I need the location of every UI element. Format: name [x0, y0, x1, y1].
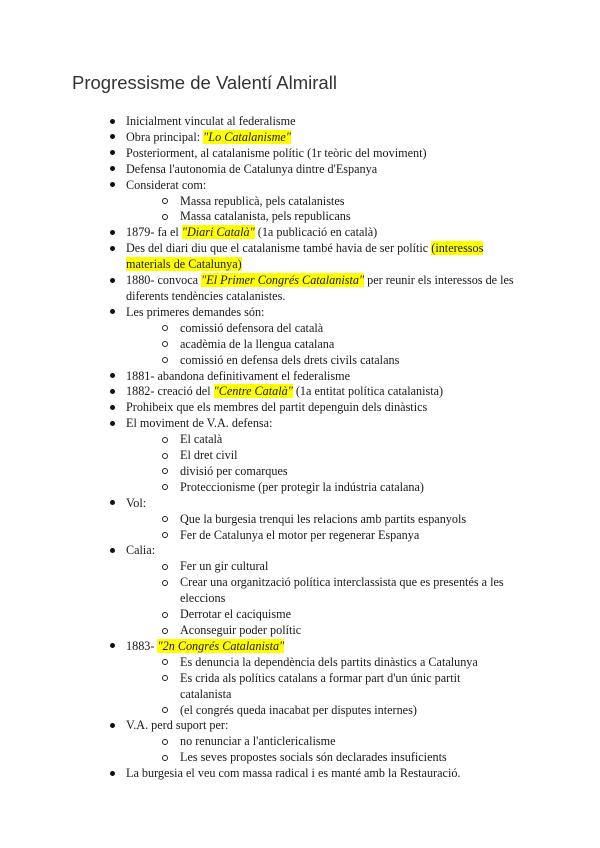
- item-text: El moviment de V.A. defensa:: [126, 416, 273, 431]
- sub-list-item: [0, 623, 600, 639]
- sub-list-item: [0, 528, 600, 544]
- sub-list-item: [0, 353, 600, 369]
- sub-list-item: [0, 655, 600, 671]
- item-text: divisió per comarques: [180, 463, 288, 478]
- item-text: Que la burgesia trenqui les relacions amb partits espanyols: [180, 511, 467, 526]
- sub-list-item: [0, 432, 600, 448]
- item-text: Des del diari diu que el catalanisme també havia de ser polític: [126, 241, 432, 256]
- item-text: per reunir els interessos de les diferents tendències catalanistes.: [126, 273, 514, 303]
- highlighted-text: "Centre Català": [213, 384, 293, 399]
- bullet-icon: [110, 119, 115, 124]
- bullet-icon: [110, 150, 115, 155]
- hollow-bullet-icon: [162, 564, 168, 570]
- list-item: [0, 369, 600, 385]
- highlighted-text: (interessos materials de Catalunya): [126, 241, 484, 272]
- list-item: [0, 225, 600, 241]
- sub-list-item: [0, 671, 600, 703]
- bullet-icon: [110, 246, 115, 251]
- item-text: Es denuncia la dependència dels partits dinàstics a Catalunya: [180, 654, 478, 669]
- hollow-bullet-icon: [162, 325, 168, 331]
- hollow-bullet-icon: [162, 468, 168, 474]
- item-text: (1a entitat política catalanista): [292, 384, 444, 399]
- item-text: Derrotar el caciquisme: [180, 607, 291, 622]
- item-text: Massa republicà, pels catalanistes: [180, 193, 345, 208]
- sub-list-item: [0, 575, 600, 607]
- item-text: Fer de Catalunya el motor per regenerar Espanya: [180, 527, 420, 542]
- item-text: 1882- creació del: [126, 384, 214, 399]
- item-text: Inicialment vinculat al federalisme: [126, 114, 296, 128]
- list-item: [0, 162, 600, 178]
- item-text: 1881- abandona definitivament el federalisme: [126, 368, 351, 383]
- sub-list-item: [0, 512, 600, 528]
- list-item: [0, 766, 600, 782]
- sub-list-item: [0, 750, 600, 766]
- sub-list-item: [0, 321, 600, 337]
- list-item: [0, 400, 600, 416]
- sub-list-item: [0, 209, 600, 225]
- item-text: Massa catalanista, pels republicans: [180, 209, 351, 224]
- bullet-icon: [110, 405, 115, 410]
- highlighted-text: "Diari Català": [181, 225, 255, 240]
- item-text: comissió en defensa dels drets civils catalans: [180, 352, 400, 367]
- sub-list-item: [0, 607, 600, 623]
- hollow-bullet-icon: [162, 341, 168, 347]
- list-item: [0, 114, 600, 130]
- item-text: Les primeres demandes són:: [126, 304, 265, 319]
- bullet-icon: [110, 548, 115, 553]
- item-text: Prohibeix que els membres del partit depenguin dels dinàstics: [126, 400, 428, 415]
- hollow-bullet-icon: [162, 198, 168, 204]
- hollow-bullet-icon: [162, 532, 168, 538]
- hollow-bullet-icon: [162, 675, 168, 681]
- sub-list-item: [0, 734, 600, 750]
- sub-list-item: [0, 464, 600, 480]
- item-text: Considerat com:: [126, 177, 207, 192]
- list-item: [0, 241, 600, 273]
- item-text: 1880- convoca: [126, 273, 202, 288]
- list-item: [0, 146, 600, 162]
- item-text: Les seves propostes socials són declarades insuficients: [180, 750, 447, 765]
- hollow-bullet-icon: [162, 659, 168, 665]
- bullet-icon: [110, 389, 115, 394]
- sub-list-item: [0, 194, 600, 210]
- bullet-icon: [110, 182, 115, 187]
- item-text: no renunciar a l'anticlericalisme: [180, 734, 336, 749]
- list-item: [0, 384, 600, 400]
- list-item: [0, 178, 600, 194]
- bullet-icon: [110, 421, 115, 426]
- item-text: 1883-: [126, 638, 158, 653]
- bullet-list: [0, 114, 600, 782]
- list-item: [0, 718, 600, 734]
- hollow-bullet-icon: [162, 484, 168, 490]
- bullet-icon: [110, 166, 115, 171]
- item-text: Crear una organització política interclassista que es presentés a les eleccions: [180, 575, 504, 606]
- hollow-bullet-icon: [162, 612, 168, 618]
- hollow-bullet-icon: [162, 580, 168, 586]
- hollow-bullet-icon: [162, 739, 168, 745]
- document-title: Progressisme de Valentí Almirall: [72, 72, 337, 93]
- item-text: acadèmia de la llengua catalana: [180, 336, 335, 351]
- sub-list-item: [0, 559, 600, 575]
- bullet-icon: [110, 643, 115, 648]
- bullet-icon: [110, 500, 115, 505]
- hollow-bullet-icon: [162, 214, 168, 220]
- list-item: [0, 416, 600, 432]
- item-text: Aconseguir poder polític: [180, 623, 302, 637]
- list-item: [0, 496, 600, 512]
- sub-list-item: [0, 703, 600, 719]
- highlighted-text: "Lo Catalanisme": [203, 129, 291, 144]
- item-text: Vol:: [126, 495, 147, 510]
- item-text: Obra principal:: [126, 129, 204, 144]
- item-text: El català: [180, 432, 223, 447]
- item-text: La burgesia el veu com massa radical i es manté amb la Restauració.: [126, 766, 461, 781]
- sub-list-item: [0, 480, 600, 496]
- bullet-icon: [110, 134, 115, 139]
- item-text: (1a publicació en català): [254, 225, 378, 240]
- item-text: (el congrés queda inacabat per disputes internes): [180, 702, 417, 717]
- bullet-icon: [110, 723, 115, 728]
- sub-list-item: [0, 448, 600, 464]
- item-text: 1879- fa el: [126, 225, 182, 240]
- hollow-bullet-icon: [162, 628, 168, 634]
- item-text: Fer un gir cultural: [180, 559, 269, 574]
- hollow-bullet-icon: [162, 453, 168, 459]
- item-text: Posteriorment, al catalanisme polític (1r teòric del moviment): [126, 145, 427, 160]
- list-item: [0, 273, 600, 305]
- item-text: El dret civil: [180, 448, 238, 463]
- bullet-icon: [110, 278, 115, 283]
- item-text: Es crida als polítics catalans a formar part d'un únic partit catalanista: [180, 670, 461, 701]
- hollow-bullet-icon: [162, 516, 168, 522]
- list-item: [0, 305, 600, 321]
- highlighted-text: "El Primer Congrés Catalanista": [201, 273, 365, 288]
- item-text: V.A. perd suport per:: [126, 718, 229, 733]
- list-item: [0, 130, 600, 146]
- item-text: Calia:: [126, 543, 156, 558]
- hollow-bullet-icon: [162, 437, 168, 443]
- list-item: [0, 639, 600, 655]
- list-item: [0, 543, 600, 559]
- bullet-icon: [110, 230, 115, 235]
- item-text: comissió defensora del català: [180, 320, 324, 335]
- bullet-icon: [110, 373, 115, 378]
- hollow-bullet-icon: [162, 357, 168, 363]
- bullet-icon: [110, 309, 115, 314]
- highlighted-text: "2n Congrés Catalanista": [157, 638, 285, 653]
- sub-list-item: [0, 337, 600, 353]
- hollow-bullet-icon: [162, 755, 168, 761]
- hollow-bullet-icon: [162, 707, 168, 713]
- item-text: Defensa l'autonomia de Catalunya dintre d'Espanya: [126, 161, 378, 176]
- item-text: Proteccionisme (per protegir la indústria catalana): [180, 479, 424, 494]
- bullet-icon: [110, 771, 115, 776]
